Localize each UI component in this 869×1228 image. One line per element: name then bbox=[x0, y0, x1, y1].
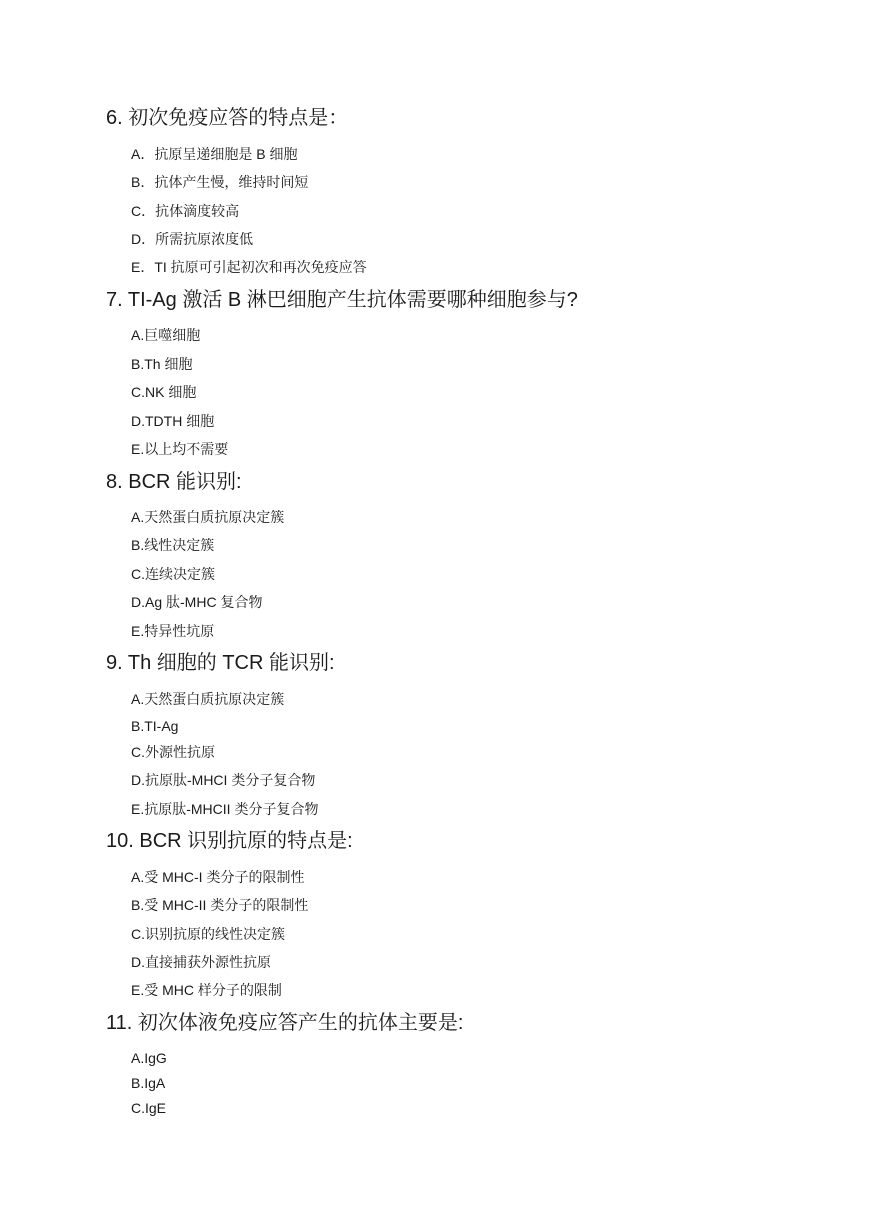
question-11-option-c: C.IgE bbox=[131, 1100, 167, 1116]
question-8-option-d: D.Ag 肽-MHC 复合物 bbox=[131, 594, 263, 610]
question-10-option-a: A.受 MHC-I 类分子的限制性 bbox=[131, 869, 305, 885]
question-7-option-d: D.TDTH 细胞 bbox=[131, 413, 215, 429]
question-9-option-e: E.抗原肽-MHCII 类分子复合物 bbox=[131, 801, 319, 817]
question-10-option-b: B.受 MHC-II 类分子的限制性 bbox=[131, 897, 309, 913]
question-7-option-e: E.以上均不需要 bbox=[131, 441, 229, 457]
question-8-option-e: E.特异性坑原 bbox=[131, 623, 215, 639]
question-9-title: 9. Th 细胞的 TCR 能识别: bbox=[106, 652, 335, 674]
question-11-option-a: A.IgG bbox=[131, 1050, 167, 1066]
question-6-option-d: D．所需抗原浓度低 bbox=[131, 231, 254, 247]
question-9-option-d: D.抗原肽-MHCI 类分子复合物 bbox=[131, 772, 316, 788]
question-10-title: 10. BCR 识别抗原的特点是: bbox=[106, 830, 353, 852]
question-6-option-b: B．抗体产生慢，维持时间短 bbox=[131, 174, 309, 190]
question-7-option-a: A.巨噬细胞 bbox=[131, 327, 201, 343]
question-8-option-a: A.天然蛋白质抗原决定簇 bbox=[131, 509, 285, 525]
question-7-title: 7. TI-Ag 激活 B 淋巴细胞产生抗体需要哪种细胞参与? bbox=[106, 289, 578, 311]
question-10-option-c: C.识别抗原的线性决定簇 bbox=[131, 926, 285, 942]
question-8-option-c: C.连续决定簇 bbox=[131, 566, 215, 582]
question-10-option-e: E.受 MHC 样分子的限制 bbox=[131, 982, 282, 998]
question-9-option-c: C.外源性抗原 bbox=[131, 744, 215, 760]
question-6-title: 6. 初次免疫应答的特点是： bbox=[106, 107, 349, 129]
question-7-option-b: B.Th 细胞 bbox=[131, 356, 193, 372]
question-7-option-c: C.NK 细胞 bbox=[131, 384, 197, 400]
question-11-option-b: B.IgA bbox=[131, 1075, 166, 1091]
question-9-option-b: B.TI-Ag bbox=[131, 718, 179, 734]
question-6-option-e: E．TI 抗原可引起初次和再次免疫应答 bbox=[131, 259, 367, 275]
question-8-option-b: B.线性决定簇 bbox=[131, 537, 215, 553]
question-8-title: 8. BCR 能识别: bbox=[106, 471, 242, 493]
question-11-title: 11. 初次体液免疫应答产生的抗体主要是: bbox=[106, 1012, 464, 1034]
question-9-option-a: A.天然蛋白质抗原决定簇 bbox=[131, 691, 285, 707]
question-6-option-c: C．抗体滴度较高 bbox=[131, 203, 240, 219]
question-6-option-a: A．抗原呈递细胞是 B 细胞 bbox=[131, 146, 298, 162]
question-10-option-d: D.直接捕获外源性抗原 bbox=[131, 954, 271, 970]
